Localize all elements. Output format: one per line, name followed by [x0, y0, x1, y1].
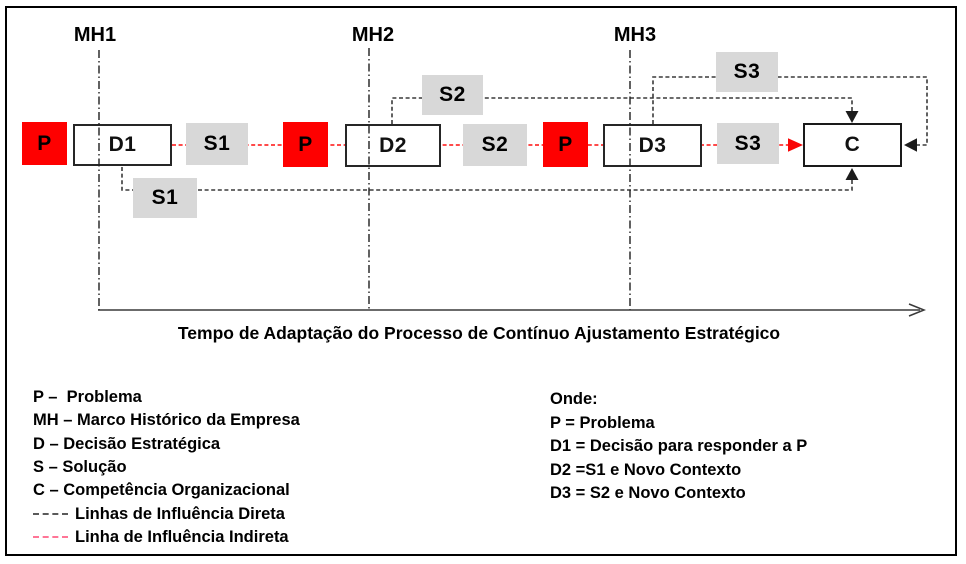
decision-label: D1	[108, 133, 137, 156]
legend-item-direct-line	[33, 502, 300, 525]
legend-label: D – Decisão Estratégica	[33, 434, 221, 453]
legend-label: P – Problema	[33, 388, 142, 407]
milestone-label-mh3: MH3	[613, 24, 657, 46]
competence-label: C	[844, 133, 861, 156]
legend-label: Linhas de Influência Direta	[75, 504, 285, 523]
legend-label: C – Competência Organizacional	[33, 481, 290, 500]
problem-label: P	[298, 132, 313, 156]
definition-item-d2: D2 =S1 e Novo Contexto	[550, 460, 742, 479]
solution-label: S1	[203, 132, 231, 155]
definition-item-p: P = Problema	[550, 413, 655, 432]
legend-item-indirect-line	[33, 526, 300, 549]
problem-label: P	[558, 132, 573, 156]
legend-label: S – Solução	[33, 458, 127, 477]
legend-abbreviations	[33, 386, 300, 549]
milestone-label-mh1: MH1	[73, 24, 117, 46]
legend-item-c	[33, 479, 300, 502]
legend-item-d	[33, 433, 300, 456]
decision-label: D2	[379, 133, 407, 157]
decision-label: D3	[638, 133, 667, 157]
legend-item-s	[33, 456, 300, 479]
direct-line-swatch-icon	[33, 513, 68, 515]
solution-label: S2	[481, 133, 509, 156]
milestone-label-mh2: MH2	[351, 24, 395, 46]
indirect-line-swatch-icon	[33, 536, 68, 538]
legend-item-p	[33, 386, 300, 409]
legend-label: Linha de Influência Indireta	[75, 527, 289, 546]
legend-definitions	[550, 390, 807, 508]
definition-item-d3: D3 = S2 e Novo Contexto	[550, 484, 746, 503]
legend-label: MH – Marco Histórico da Empresa	[33, 411, 300, 430]
definitions-title: Onde:	[550, 390, 598, 408]
legend-item-mh	[33, 409, 300, 432]
solution-label: S1	[151, 186, 179, 209]
solution-label: S2	[439, 83, 466, 106]
solution-label: S3	[733, 60, 761, 83]
solution-label: S3	[734, 131, 762, 155]
timeline-caption: Tempo de Adaptação do Processo de Contínuo Ajustamento Estratégico	[177, 323, 781, 343]
definition-item-d1: D1 = Decisão para responder a P	[550, 437, 808, 456]
problem-label: P	[37, 131, 52, 155]
